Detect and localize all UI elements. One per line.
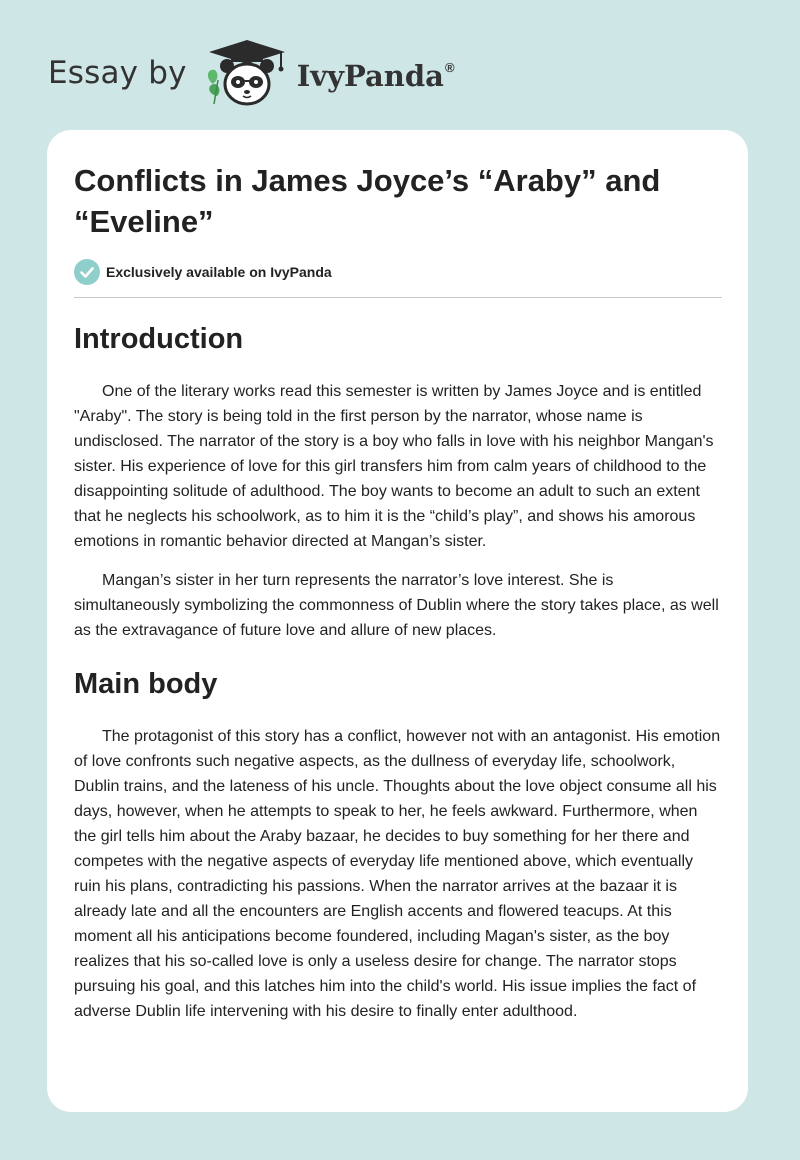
- brand-prefix: Essay by: [48, 55, 187, 91]
- essay-card: [47, 130, 748, 1112]
- section-heading: Main body: [74, 668, 218, 700]
- paragraph: The protagonist of this story has a conflict, however not with an antagonist. His emotion of love confronts such negative aspects, as the dullness of everyday life, schoolwork, Dublin trains, and the lateness of his uncle. Thoughts about the love object consume all his days, however, when he attempts to speak to her, he feels awkward. Furthermore, when the girl tells him about the Araby bazaar, he decides to buy something for her there and competes with the negative aspects of everyday life mentioned above, which eventually ruin his plans, contradicting his passions. When the narrator arrives at the bazaar it is already late and all the encounters are English accents and flowered teacups. At this moment all his anticipations become foundered, including Magan's sister, as the boy realizes that his so-called love is only a useless desire for change. The narrator stops pursuing his goal, and this latches him into the child's world. His issue implies the fact of adverse Dublin life intervening with his desire to finally enter adulthood.: [74, 728, 721, 1020]
- exclusive-text: Exclusively available on IvyPanda: [106, 264, 332, 280]
- site-header: [48, 38, 455, 108]
- brand-name-text: IvyPanda: [296, 59, 444, 93]
- paragraph: Mangan’s sister in her turn represents the narrator’s love interest. She is simultaneously symbolizing the commonness of Dublin where the story takes place, as well as the extravagance of future love and allure of new places.: [74, 572, 719, 639]
- section-heading: Introduction: [74, 323, 244, 355]
- essay-title: Conflicts in James Joyce’s “Araby” and “Eveline”: [74, 163, 661, 239]
- panda-graduate-logo-icon[interactable]: [201, 38, 293, 108]
- paragraph: One of the literary works read this semester is written by James Joyce and is entitled "Araby". The story is being told in the first person by the narrator, whose name is undisclosed. The narrator of the story is a boy who falls in love with his neighbor Mangan's sister. His experience of love for this girl transfers him from calm years of childhood to the disappointing solitude of adulthood. The boy wants to become an adult to such an extent that he neglects his schoolwork, as to him it is the “child’s play”, and shows his amorous emotions in romantic behavior directed at Mangan’s sister.: [74, 383, 714, 550]
- section-introduction: [74, 321, 722, 643]
- registered-mark: ®: [444, 60, 455, 75]
- exclusive-badge: [74, 259, 722, 285]
- brand-name[interactable]: [297, 59, 455, 93]
- section-main-body: [74, 666, 722, 1024]
- check-circle-icon: [74, 259, 100, 285]
- title-divider: [74, 297, 722, 298]
